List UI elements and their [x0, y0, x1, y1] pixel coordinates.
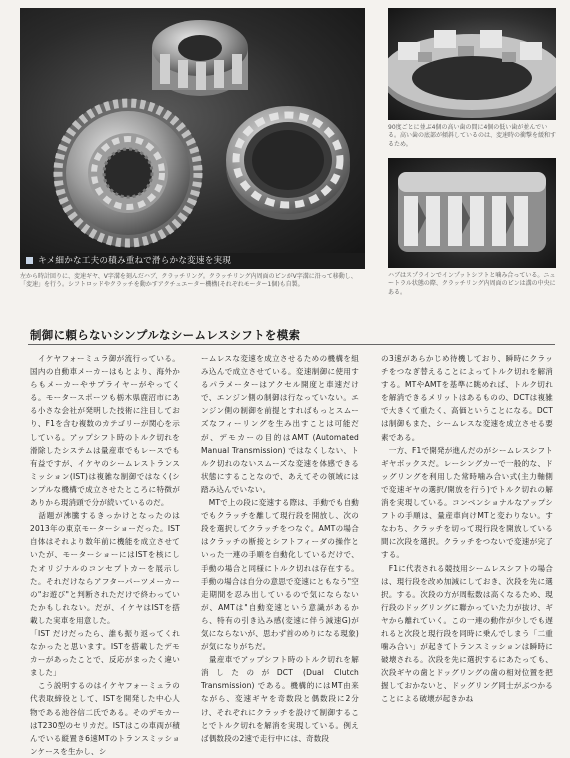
clutch-teeth-photo	[388, 8, 556, 120]
figure-caption-bar	[20, 253, 365, 269]
paragraph: 「IST だけだったら、誰も振り返ってくれなかったと思います。ISTを搭載したデモカーがあったことで、反応がまったく違いました」	[30, 628, 180, 678]
paragraph: F1に代表される競技用シームレスシフトの場合は、現行段を改め加減にしておき、次段を先に選択。する。次段の方が周転数は高くなるため、現行段のドッグリングに聯かっていた力が抜け、ギヤから離れていく。この一連の動作が少しでも遅れると次段と現行段を同時に乗んでしまう「二重噛み合い」が起きてトランスミッションは瞬時に破壊される。次段を先に選択するにあたっても、次段ギヤの歯とドッグリングの歯の相対位置を把握しておかないと、ドッグリング同士がぶつかることによる破壊が起きかね	[381, 563, 553, 704]
paragraph: 量産車でアップシフト時のトルク切れを解消したのがDCT (Dual Clutch Transmission) である。機構的にはMT由来ながら、変速ギヤを奇数段と偶数段に2分け、それぞれにクラッチを設けて制御することでトルク切れを解消を実現している。例えば偶数段の2速で走行中には、奇数段	[201, 655, 359, 743]
paragraph: 話題が沸騰するきっかけとなったのは2013年の東京モーターショーだった。IST自体はそれより数年前に機能を成立させていたが、モーターショーにはISTを核にしたオリジナルのコンセプトカーを展示した。それだけならアフターパーツメーカーの"お遊び"と判断されただけで終わっていたかもしれない。だが、イケヤはISTを搭載した実車を用意した。	[30, 511, 180, 625]
side-caption-2: ハブはスプラインでインプットシフトと噛み合っている。ニュートラル状態の際、クラッチリング内周面のピンは溝の中央にある。	[388, 272, 556, 296]
gear-image	[54, 99, 202, 247]
figure-caption-title: キメ細かな工夫の積み重ねで滑らかな変速を実現	[38, 256, 232, 266]
hub-image	[152, 20, 248, 96]
paragraph: イケヤフォーミュラ御が流行っている。国内の自動車メーカーはもとより、海外からもメーカーやサプライヤーがやってくる。モータースポーツも栃木県鹿沼市にある小さな会社が発明した技術に注目しており、F1を含む複数のカテゴリーが関心を示している。アップシフト時のトルク切れを滑除したシステムは量産車でもレースでも有益ですが、イケヤのシームレストランスミッション(IST)は複雑な制御ではなく(シンプルな機構で成立させたところに特徴がありから現消頭で分が続いているのだ。	[30, 354, 180, 508]
figure-caption-body: 左から時計回りに、変速ギヤ、V字溝を刻んだハブ、クラッチリング。クラッチリング内周面のピンがV字溝に沿って移動し、「変速」を行う。シフトロッドやクラッチを動かすアクチュエーター機構(それぞれモーター1個)も自製。	[20, 273, 357, 289]
article-column-1	[30, 352, 180, 758]
side-caption-1: 90度ごとに並ぶ4個の高い歯の間に4個の低い歯が並んでいる。高い歯の底部が傾斜しているのは、変速時の衝撃を緩和するため。	[388, 124, 557, 148]
caption-marker	[26, 257, 33, 264]
article-column-3	[381, 352, 553, 706]
paragraph: こう説明するのはイケヤフォーミュラの代表取締役として、ISTを開発した中心人物である池谷信二氏である。そのデモカーはT230型のセリカだ。ISTはこの車両が積んでいる縦置き6速MTのトランスミッションケースを生かし、シ	[30, 681, 180, 756]
hub-photo	[388, 158, 556, 268]
gear-photo-main	[20, 8, 365, 253]
article-column-2	[201, 352, 359, 745]
paragraph: MTで上の段に変速する際は、手動でも自動でもクラッチを離して現行段を開放し、次の段を選択してクラッチをつなぐ。AMTの場合はクラッチの断接とシフトフィーダの操作といった一連の手順を自動化しているだけで、手動の場合と同様にトルク切れは存在する。手動の場合は自分の意思で変速にともなう"空走期間を忍み出しているので気にならないが、AMTは"自動変速という意識があるから、特有の引き込み感(変速に伴う減速G)が気にならないが、思わず首のめりになる現象)が気になりがちだ。	[201, 498, 359, 652]
paragraph: ームレスな変速を成立させるための機構を組み込んで成立させている。変速制御に使用するパラメーターはアクセル開度と車速だけで、エンジン側の制御は行なっていない。エンジン側の制御を前提とすればもっとスムーズなフィーリングを生み出すことは可能だが、デモカーの目的はAMT (Automated Manual Transmission) ではなくしない、トルク切れのないスムーズな変速を体感できる状態にすることなので、あえてその領域には踏み込んでいない。	[201, 354, 359, 494]
headline-rule	[28, 344, 555, 345]
article-headline: 制御に頼らないシンプルなシームレスシフトを模索	[30, 328, 301, 342]
paragraph: の3速があらかじめ待機しており、瞬時にクラッチをつなぎ替えることによってトルク切れを解消する。MTやAMTを基準に眺めれば、トルク切れを解消できるメリットはあるものの、DCTは複雑で大きくて重たく、高価ということになる。DCTは制御もまた、シームレスな変速を成立させる要素である。	[381, 354, 553, 442]
clutch-ring-image	[226, 106, 350, 220]
paragraph: 一方、F1で開発が進んだのがシームレスシフトギヤボックスだ。レーシングカーで一般的な、ドッグリングを利用した常時噛み合い式(主力軸側で変速ギヤの選択/開放を行う)でトルク切れの解消を実現している。コンベンショナルなアップシフトの手順は、量産車向けMTと変わりない。すなわち、クラッチを切って現行段を開放している間に次段を選択。クラッチをつないで変速が完了する。	[381, 445, 553, 560]
